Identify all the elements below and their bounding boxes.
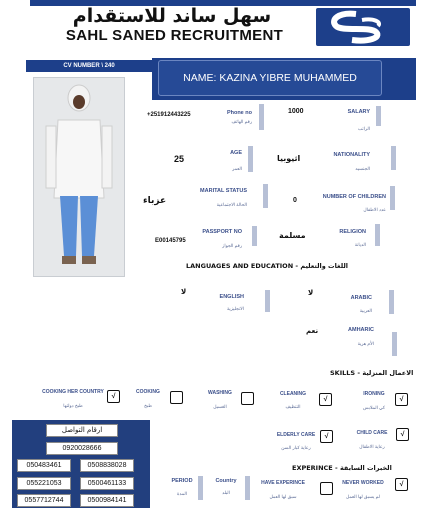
cv-number: CV NUMBER \ 240	[26, 60, 152, 72]
age-value: 25	[174, 154, 185, 164]
arabic-lang-label: ARABIC	[350, 295, 372, 301]
children-value: 0	[293, 197, 297, 204]
salary-label: SALARY	[347, 109, 370, 115]
arabic-lang-label-ar: العربية	[359, 308, 372, 313]
child-care-label-ar: رعاية الاطفال	[359, 444, 385, 449]
washing-label-ar: الغسيل	[213, 404, 227, 409]
cooking-label-ar: طبخ	[144, 403, 152, 408]
washing-label: WASHING	[208, 390, 232, 396]
phone-label: Phone no	[226, 110, 252, 116]
have-experience-label-ar: سبق لها العمل	[269, 494, 297, 499]
never-worked-label: NEVER WORKED	[342, 480, 384, 486]
marital-label: MARITAL STATUS	[200, 188, 247, 194]
ironing-label: IRONING	[363, 391, 385, 397]
divider	[248, 146, 253, 172]
divider	[376, 106, 381, 126]
cooking-her-country-label-ar: طبخ دولتها	[63, 403, 83, 408]
contact-number[interactable]: 050483461	[17, 459, 71, 472]
marital-value: عزباء	[143, 196, 167, 206]
contact-title: ارقام التواصل	[46, 424, 118, 437]
divider	[389, 290, 394, 314]
candidate-name: NAME: KAZINA YIBRE MUHAMMED	[158, 60, 382, 96]
cleaning-label: CLEANING	[279, 391, 307, 397]
cooking-checkbox[interactable]	[170, 391, 183, 404]
cooking-her-country-label: COOKING HER COUNTRY	[42, 389, 104, 395]
nationality-value: اثيوبيا	[277, 154, 301, 163]
religion-value: مسلمة	[279, 231, 306, 240]
skills-heading: SKILLS - الاعمال المنزلية	[330, 369, 414, 377]
age-label-ar: العمر	[232, 166, 242, 171]
amharic-value: نعم	[306, 327, 319, 335]
cleaning-checkbox[interactable]: √	[319, 393, 332, 406]
period-label-ar: المدة	[177, 491, 187, 496]
salary-label-ar: الراتب	[357, 126, 370, 131]
have-experience-label: HAVE EXPERINCE	[261, 480, 305, 486]
cooking-label: COOKING	[136, 389, 160, 395]
children-label: NUMBER OF CHILDREN	[322, 194, 386, 200]
amharic-label-ar: الأم هرية	[357, 341, 374, 346]
company-english-name: SAHL SANED RECRUITMENT	[65, 27, 284, 44]
english-value: لا	[181, 288, 187, 296]
never-worked-checkbox[interactable]: √	[395, 478, 408, 491]
divider	[259, 104, 264, 130]
contact-number[interactable]: 055221053	[17, 477, 71, 490]
divider	[375, 224, 380, 246]
divider	[263, 184, 268, 208]
passport-label: PASSPORT NO	[202, 229, 242, 235]
never-worked-label-ar: لم يسبق لها العمل	[345, 494, 381, 499]
contact-number[interactable]: 0500984141	[80, 494, 134, 507]
contact-number[interactable]: 0508838028	[80, 459, 134, 472]
divider	[265, 290, 270, 312]
candidate-photo	[33, 77, 125, 277]
experience-heading: EXPERINCE - الخبرات السابقة	[292, 464, 392, 472]
elderly-care-checkbox[interactable]: √	[320, 430, 333, 443]
contact-number[interactable]: 0557712744	[17, 494, 71, 507]
contact-number[interactable]: 0500461133	[80, 477, 134, 490]
religion-label: RELIGION	[339, 229, 366, 235]
passport-label-ar: رقم الجواز	[222, 243, 242, 248]
english-label: ENGLISH	[219, 294, 244, 300]
marital-label-ar: الحالة الاجتماعية	[216, 202, 247, 207]
have-experience-checkbox[interactable]	[320, 482, 333, 495]
elderly-care-label-ar: رعاية كبار السن	[281, 445, 311, 450]
country-label-ar: البلد	[222, 490, 230, 495]
divider	[391, 146, 396, 170]
phone-value: +251912443225	[147, 112, 191, 118]
elderly-care-label: ELDERLY CARE	[276, 432, 316, 438]
cooking-her-country-checkbox[interactable]: √	[107, 390, 120, 403]
country-label: Country	[215, 478, 237, 484]
arabic-lang-value: لا	[308, 289, 314, 297]
divider	[252, 226, 257, 246]
period-label: PERIOD	[171, 478, 193, 484]
salary-value: 1000	[288, 108, 304, 115]
cleaning-label-ar: التنظيف	[285, 404, 301, 409]
company-arabic-name: سهل ساند للاستقدام	[72, 5, 272, 27]
washing-checkbox[interactable]	[241, 392, 254, 405]
religion-label-ar: الديانة	[354, 242, 366, 247]
divider	[245, 476, 250, 500]
children-label-ar: عدد الاطفال	[363, 207, 386, 212]
divider	[198, 476, 203, 500]
age-label: AGE	[230, 150, 242, 156]
phone-label-ar: رقم الهاتف	[231, 119, 252, 124]
passport-value: E00145795	[155, 238, 186, 244]
contact-main-number[interactable]: 0920028666	[46, 442, 118, 455]
company-logo	[316, 8, 410, 46]
ironing-checkbox[interactable]: √	[395, 393, 408, 406]
child-care-checkbox[interactable]: √	[396, 428, 409, 441]
ironing-label-ar: كي الملابس	[362, 405, 386, 410]
child-care-label: CHILD CARE	[356, 430, 388, 436]
languages-heading: LANGUAGES AND EDUCATION - اللغات والتعليم	[186, 262, 349, 270]
divider	[390, 186, 395, 210]
english-label-ar: الانجليزية	[227, 306, 244, 311]
amharic-label: AMHARIC	[348, 327, 374, 333]
nationality-label-ar: الجنسيه	[355, 166, 370, 171]
nationality-label: NATIONALITY	[333, 152, 370, 158]
divider	[392, 332, 397, 356]
